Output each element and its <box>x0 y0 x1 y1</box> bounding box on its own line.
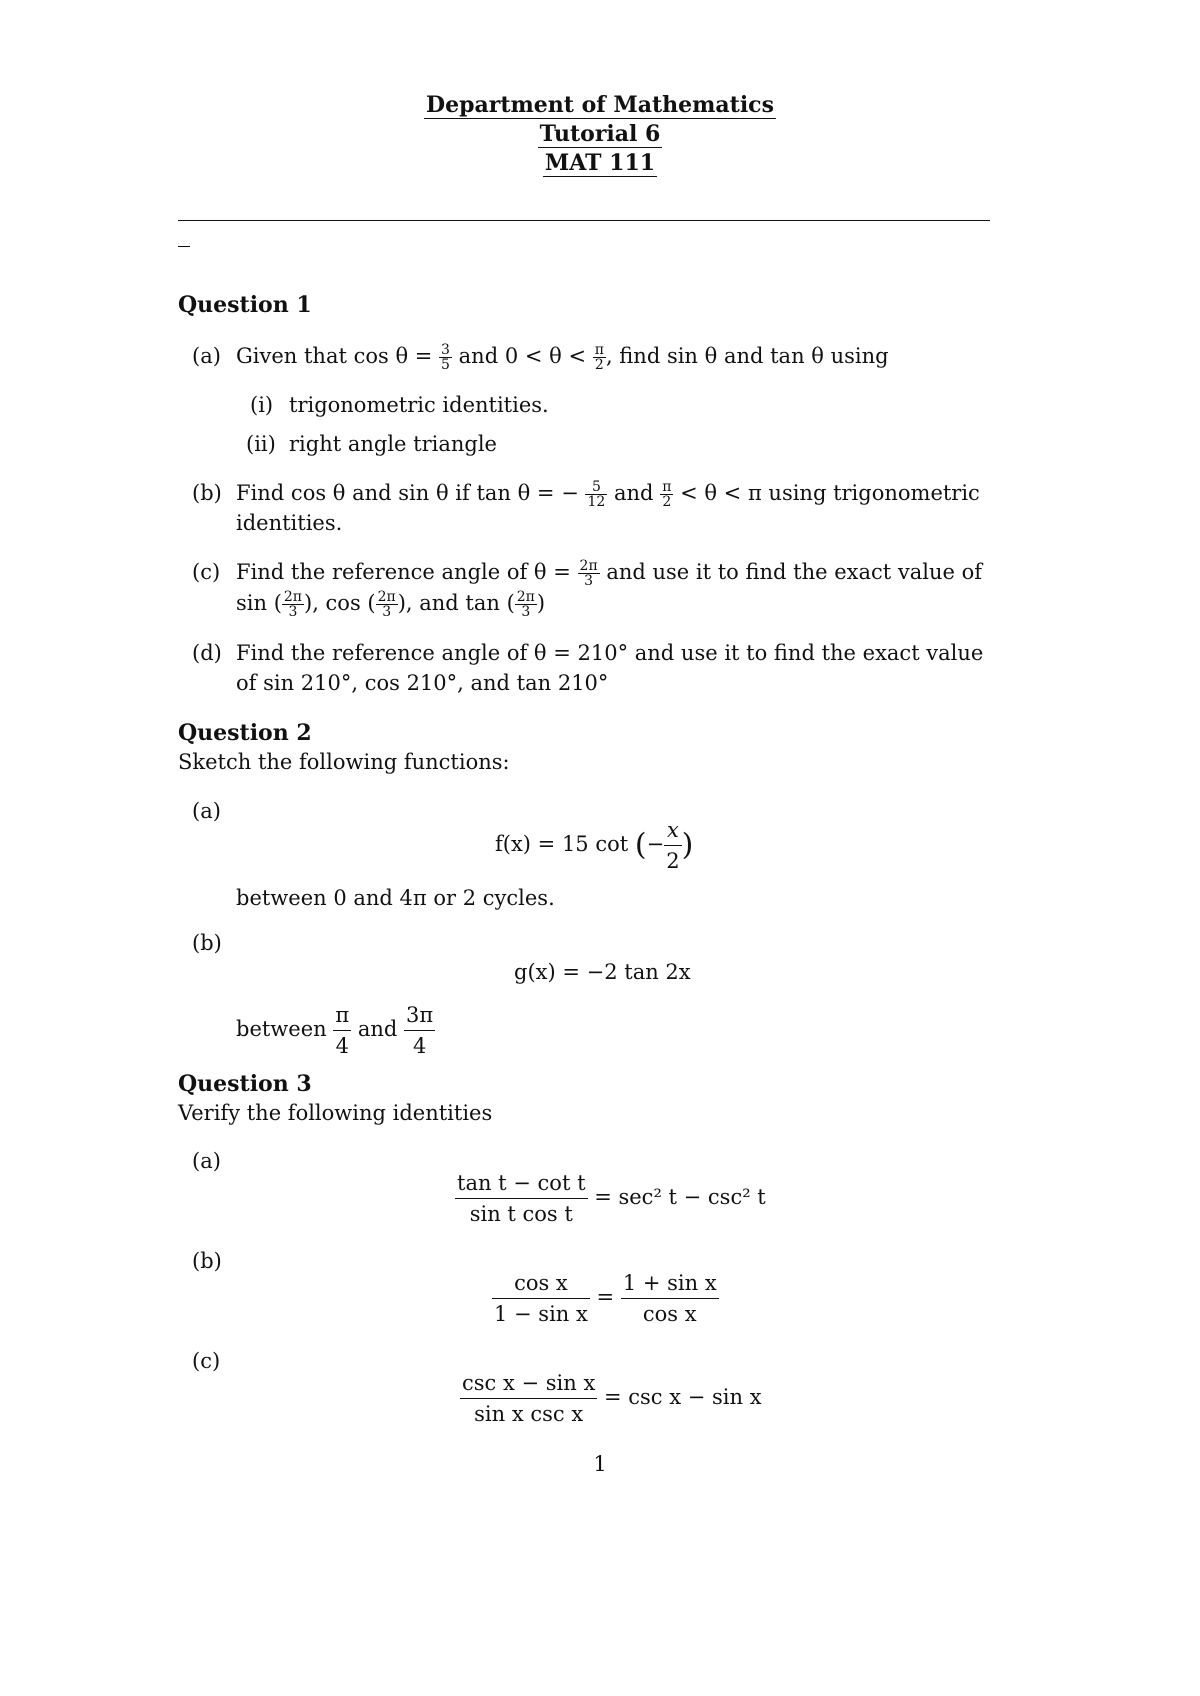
q3c-label: (c) <box>192 1349 221 1373</box>
q1c-text-line2: sin ( $\frac{2\pi}{3}$ ), cos ( $\frac{2\pi}{3}$ ), and tan ( $\frac{2\pi}{3}$ ) <box>236 589 546 620</box>
q1a-label: (a) <box>192 344 221 368</box>
q3b-equation: $\frac{\text{cos x}}{\text{1 − sin x}}$ = $\frac{\text{1 + sin x}}{\text{cos x}}$ <box>492 1268 719 1329</box>
question-2-intro: Sketch the following functions: <box>178 750 510 774</box>
q1c-label: (c) <box>192 560 221 584</box>
question-1-heading: Question 1 <box>178 292 312 318</box>
q2a-equation: f(x) = 15 cot (− $\frac{x}{2}$ ) <box>495 815 693 876</box>
course-code: MAT 111 <box>544 150 656 176</box>
q1d-label: (d) <box>192 641 222 665</box>
q1c-text-line1: Find the reference angle of θ = $\frac{2\pi}{3}$ and use it to find the exact value of <box>236 558 983 589</box>
q3b-label: (b) <box>192 1249 222 1273</box>
q3a-label: (a) <box>192 1149 221 1173</box>
tutorial-title: Tutorial 6 <box>539 121 661 147</box>
q1b-text-line1: Find cos θ and sin θ if tan θ = − $\frac{5}{12}$ and $\frac{\pi}{2}$ < θ < π using trigonometric <box>236 479 980 510</box>
q1d-text-line1: Find the reference angle of θ = 210° and use it to find the exact value <box>236 641 984 665</box>
q2b-label: (b) <box>192 931 222 955</box>
q2a-after: between 0 and 4π or 2 cycles. <box>236 886 555 910</box>
q1a-ii-text: right angle triangle <box>289 432 497 456</box>
q1a-ii-label: (ii) <box>246 432 276 456</box>
q2b-interval: between $\frac{\pi}{4}$ and $\frac{3\pi}{4}$ <box>236 1000 435 1061</box>
q2b-equation: g(x) = −2 tan 2x <box>514 960 691 984</box>
question-2-heading: Question 2 <box>178 720 312 746</box>
q2a-label: (a) <box>192 799 221 823</box>
question-3-heading: Question 3 <box>178 1071 312 1097</box>
q1b-text-line2: identities. <box>236 511 343 535</box>
question-3-intro: Verify the following identities <box>178 1101 493 1125</box>
department-title: Department of Mathematics <box>426 92 774 118</box>
q3c-equation: $\frac{\text{csc x − sin x}}{\text{sin x csc x}}$ = csc x − sin x <box>460 1368 762 1429</box>
page-number: 1 <box>593 1452 607 1476</box>
q1a-i-text: trigonometric identities. <box>289 393 549 417</box>
q1b-label: (b) <box>192 481 222 505</box>
q3a-equation: $\frac{\text{tan t − cot t}}{\text{sin t cos t}}$ = sec² t − csc² t <box>455 1168 766 1229</box>
horizontal-rule <box>178 220 990 221</box>
q1d-text-line2: of sin 210°, cos 210°, and tan 210° <box>236 671 609 695</box>
q1a-text: Given that cos θ = $\frac{3}{5}$ and 0 < θ < $\frac{\pi}{2}$ , find sin θ and tan θ using <box>236 342 889 373</box>
rule-dash <box>178 246 190 247</box>
q1a-i-label: (i) <box>250 393 274 417</box>
